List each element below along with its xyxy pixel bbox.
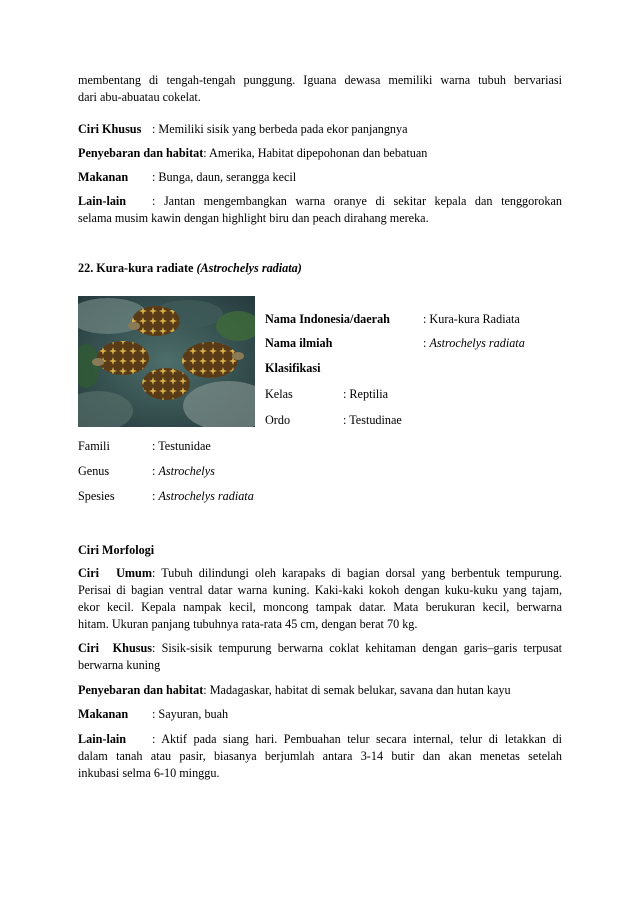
spesies-value: Astrochelys radiata: [158, 489, 254, 503]
ordo-value: : Testudinae: [343, 413, 402, 427]
tortoise-4: [142, 368, 190, 400]
intro-line-1: membentang di tengah-tengah punggung. Iguana dewasa memiliki warna tubuh bervariasi: [78, 73, 562, 87]
tortoise-photo-illustration: [78, 296, 255, 427]
ciri-umum-line-4: hitam. Ukuran panjang tubuhnya rata-rata 45 cm, dengan berat 70 kg.: [78, 617, 418, 631]
ciri-khusus-label: Ciri Khusus: [78, 122, 142, 136]
ciri-umum-line-2: Perisai di bagian ventral datar warna kuning. Kaki-kaki kokoh dengan kuku-kuku yang tajam,: [78, 583, 562, 597]
intro-line-2: dari abu-abuatau cokelat.: [78, 90, 201, 104]
ciri-umum-line-1: : Tubuh dilindungi oleh karapaks di bagian dorsal yang berbentuk tempurung.: [152, 566, 562, 580]
ciri-umum-label: Ciri Umum: [78, 566, 152, 580]
spesies-colon: :: [152, 489, 159, 503]
ciri-umum-line-3: ekor kecil. Kepala nampak kecil, moncong tampak datar. Mata berukuran kecil, berwarna: [78, 600, 562, 614]
lain-lain-value-1: : Jantan mengembangkan warna oranye di sekitar kepala dan tenggorokan: [152, 194, 562, 208]
kelas-label: Kelas: [265, 387, 293, 401]
nama-ilmiah-label: Nama ilmiah: [265, 336, 333, 350]
klasifikasi-label: Klasifikasi: [265, 361, 321, 375]
morf-ciri-khusus-label: Ciri Khusus: [78, 641, 152, 655]
morf-penyebaran-value: : Madagaskar, habitat di semak belukar, savana dan hutan kayu: [203, 683, 511, 697]
nama-indonesia-value: : Kura-kura Radiata: [423, 312, 520, 326]
morf-makanan: [78, 706, 562, 723]
spesies-label: Spesies: [78, 489, 115, 503]
morf-penyebaran-label: Penyebaran dan habitat: [78, 683, 204, 697]
morf-makanan-label: Makanan: [78, 707, 129, 721]
iguana-penyebaran: [78, 145, 562, 162]
famili-label: Famili: [78, 439, 110, 453]
tortoise-photo: [78, 296, 255, 427]
morf-makanan-value: : Sayuran, buah: [152, 707, 229, 721]
morfologi-heading: Ciri Morfologi: [78, 543, 155, 557]
morf-lain-lain: [78, 731, 562, 782]
section-heading: [78, 260, 562, 277]
morf-lain-line-2: dalam tanah atau pasir, biasanya berjumlah antara 3-14 butir dan akan menetas setelah: [78, 749, 562, 763]
ordo-label: Ordo: [265, 413, 291, 427]
genus-value-wrap: [152, 463, 215, 480]
penyebaran-value: : Amerika, Habitat dipepohonan dan bebatuan: [203, 146, 428, 160]
morf-lain-line-1: : Aktif pada siang hari. Pembuahan telur secara internal, telur di letakkan di: [152, 732, 562, 746]
genus-value: Astrochelys: [158, 464, 215, 478]
morf-penyebaran: [78, 682, 562, 699]
ciri-khusus-line-1: : Sisik-sisik tempurung berwarna coklat kehitaman dengan garis–garis terpusat: [152, 641, 562, 655]
ciri-khusus-paragraph: [78, 640, 562, 674]
penyebaran-label: Penyebaran dan habitat: [78, 146, 204, 160]
ciri-khusus-line-2: berwarna kuning: [78, 658, 161, 672]
makanan-label: Makanan: [78, 170, 129, 184]
section-heading-title: 22. Kura-kura radiate: [78, 261, 194, 275]
morf-lain-label: Lain-lain: [78, 732, 127, 746]
genus-colon: :: [152, 464, 159, 478]
iguana-ciri-khusus: [78, 121, 562, 138]
iguana-lain-lain: [78, 193, 562, 227]
lain-lain-label: Lain-lain: [78, 194, 127, 208]
genus-label: Genus: [78, 464, 110, 478]
nama-ilmiah-value-wrap: [423, 335, 525, 352]
lain-lain-value-2: selama musim kawin dengan highlight biru dan peach dirahang mereka.: [78, 211, 429, 225]
spesies-value-wrap: [152, 488, 254, 505]
nama-indonesia-label: Nama Indonesia/daerah: [265, 312, 390, 326]
iguana-makanan: [78, 169, 562, 186]
nama-ilmiah-colon: :: [423, 336, 430, 350]
section-heading-latin: (Astrochelys radiata): [196, 261, 302, 275]
famili-value: : Testunidae: [152, 439, 211, 453]
makanan-value: : Bunga, daun, serangga kecil: [152, 170, 297, 184]
kelas-value: : Reptilia: [343, 387, 389, 401]
ciri-khusus-value: : Memiliki sisik yang berbeda pada ekor panjangnya: [152, 122, 408, 136]
intro-paragraph: [78, 72, 562, 106]
ciri-umum-paragraph: [78, 565, 562, 633]
nama-ilmiah-value: Astrochelys radiata: [429, 336, 525, 350]
morf-lain-line-3: inkubasi selma 6-10 minggu.: [78, 766, 220, 780]
